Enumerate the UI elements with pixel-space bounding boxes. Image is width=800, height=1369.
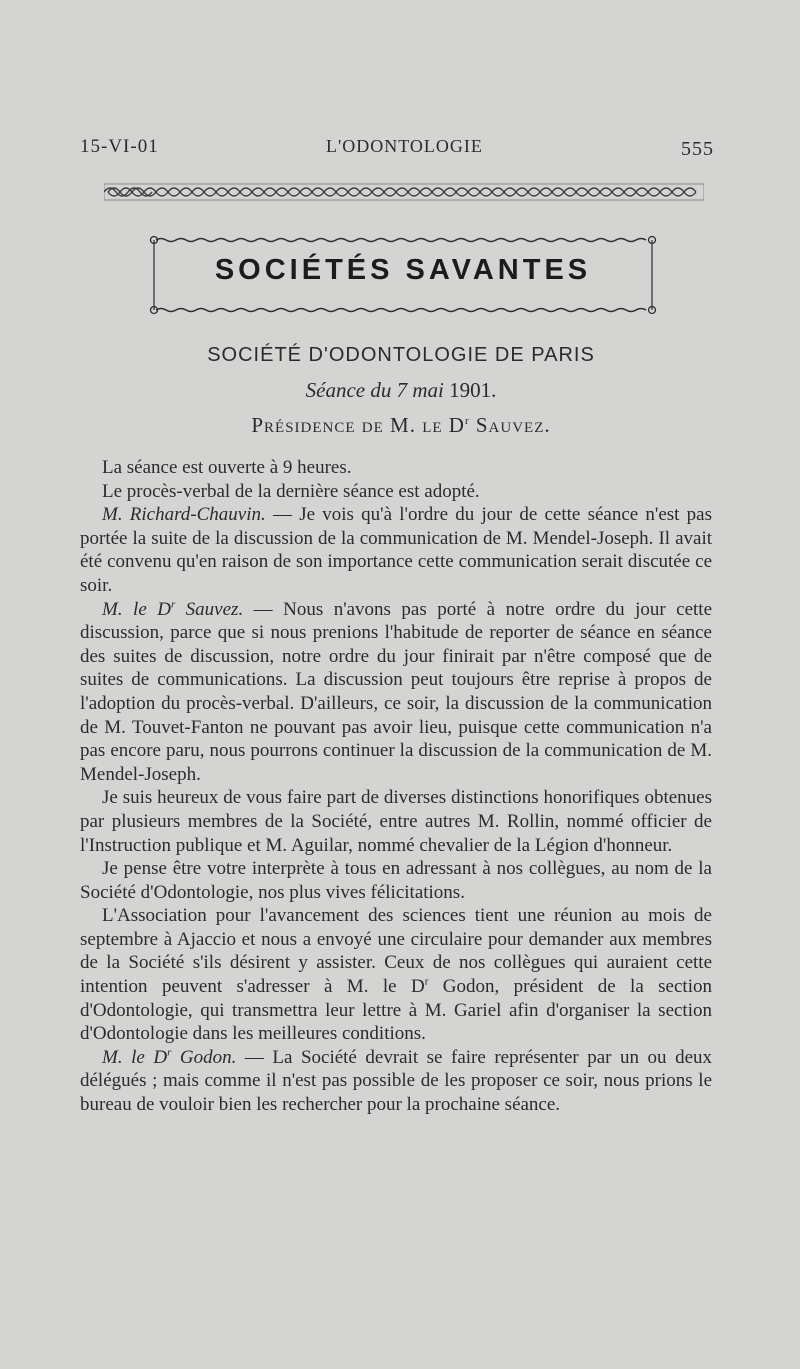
journal-title: L'ODONTOLOGIE: [326, 136, 483, 156]
paragraph: La séance est ouverte à 9 heures.: [102, 457, 352, 478]
decorative-ornament-band: [104, 182, 704, 202]
paragraph: Le procès-verbal de la dernière séance est adopté.: [102, 480, 480, 502]
presidence-line: [80, 413, 722, 438]
running-head: [80, 136, 720, 166]
paragraph: M. le $D^r$ Godon. — La Société devrait se faire représenter par un ou deux délégués ; mais comme il n'est pas possible de les proposer ce soir, nous prions le bureau de vouloir bien les rechercher pour la prochaine séance.: [80, 1046, 712, 1116]
speaker-name: M. le $D^r$ Godon.: [102, 1046, 237, 1068]
section-title-frame: [148, 232, 658, 318]
page-number: 555: [681, 138, 714, 160]
paragraph: L'Association pour l'avancement des sciences tient une réunion au mois de septembre à Ajaccio et nous a envoyé une circulaire pour demander aux membres de la Société s'ils désirent y assister. Ceux de nos collègues qui auraient cette intention peuvent s'adresser à M. le $D^r$ Godon, président de la section d'Odontologie, qui transmettra leur lettre à M. Gariel afin d'organiser la section d'Odontologie dans les meilleures conditions.: [80, 905, 712, 1045]
speaker-name: M. Richard-Chauvin.: [102, 504, 266, 526]
paragraph: Je pense être votre interprète à tous en adressant à nos collègues, au nom de la Société d'Odontologie, nos plus vives félicitations.: [80, 858, 712, 903]
paragraph: M. Richard-Chauvin. — Je vois qu'à l'ordre du jour de cette séance n'est pas portée la suite de la discussion de la communication de M. Mendel-Joseph. Il avait été convenu qu'en raison de son importance cette communication serait discutée ce soir.: [80, 504, 713, 596]
issue-date: 15-VI-01: [80, 136, 159, 157]
paragraph: Je suis heureux de vous faire part de diverses distinctions honorifiques obtenues par plusieurs membres de la Société, entre autres M. Rollin, nommé officier de l'Instruction publique et M. Aguilar, nommé chevalier de la Légion d'honneur.: [80, 787, 712, 856]
section-title: SOCIÉTÉS SAVANTES: [214, 254, 592, 286]
speaker-name: M. le $D^r$ Sauvez.: [102, 598, 244, 620]
session-date: [80, 378, 722, 403]
session-label: Séance du 7 mai: [305, 378, 444, 402]
session-year: 1901.: [449, 378, 497, 402]
society-heading: SOCIÉTÉ D'ODONTOLOGIE DE PARIS: [207, 344, 595, 366]
president-name: Sauvez.: [475, 413, 551, 437]
presidence-sup: r: [464, 415, 470, 427]
presidence-word: Présidence de M. le D: [251, 413, 465, 437]
paragraph: M. le $D^r$ Sauvez. — Nous n'avons pas porté à notre ordre du jour cette discussion, parce que si nous prenions l'habitude de reporter de séance en séance des suites de discussion, notre ordre du jour finirait par n'être composé que de suites de communications. La discussion peut toujours être reprise à propos de l'adoption du procès-verbal. D'ailleurs, ce soir, la discussion de la communication de M. Touvet-Fanton ne pouvant pas avoir lieu, puisque cette communication n'a pas encore paru, nous pourrons continuer la discussion de la communication de M. Mendel-Joseph.: [80, 598, 713, 785]
minutes-body: [80, 456, 712, 1117]
